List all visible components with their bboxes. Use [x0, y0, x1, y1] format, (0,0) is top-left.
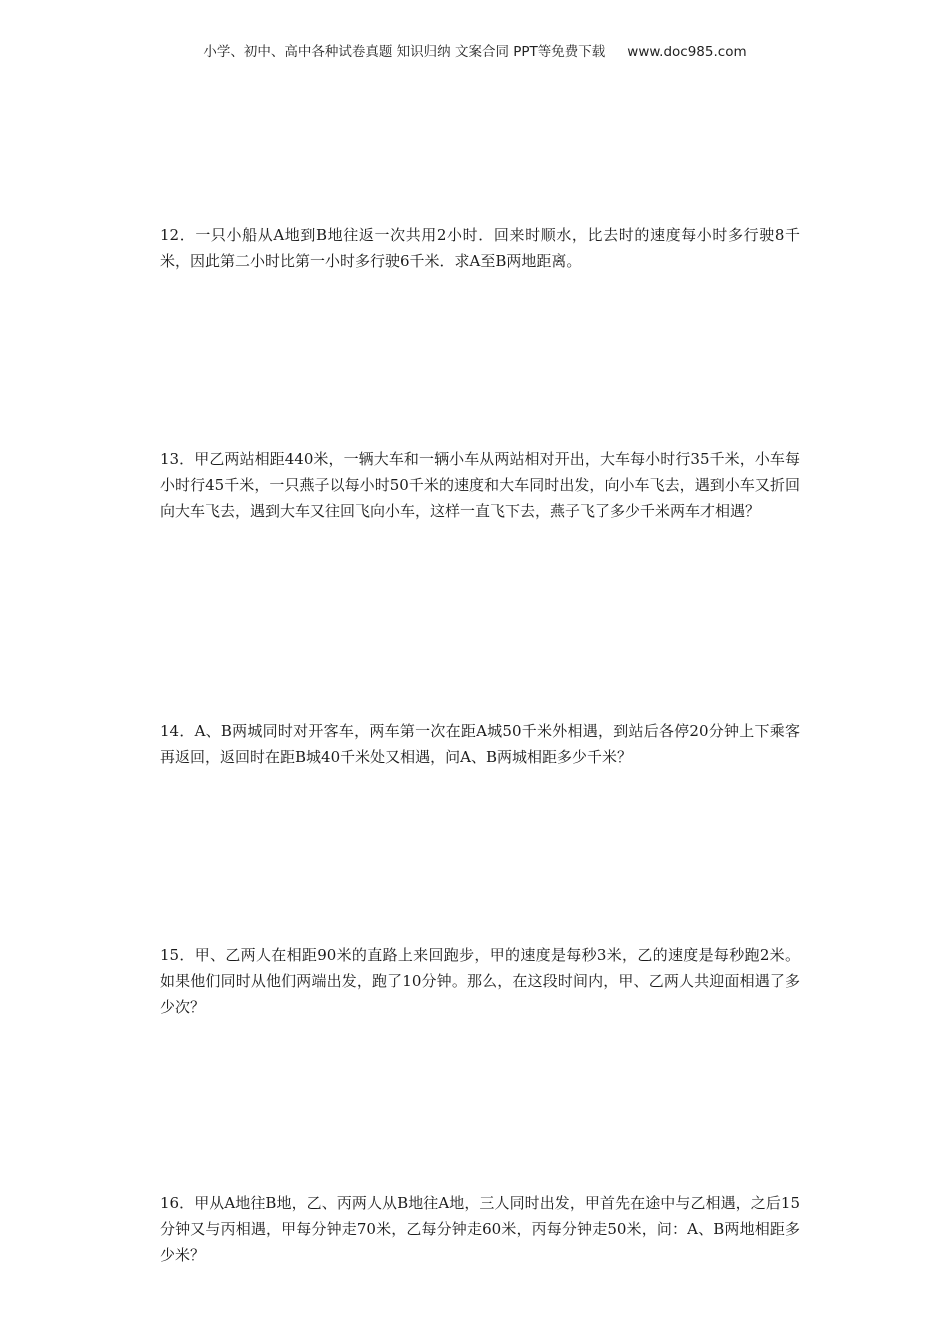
question-text: 甲乙两站相距440米，一辆大车和一辆小车从两站相对开出，大车每小时行35千米，小车每小时行45千米，一只燕子以每小时50千米的速度和大车同时出发，向小车飞去，遇到小车又折回向大车飞去，遇到大车又往回飞向小车，这样一直飞下去，燕子飞了多少千米两车才相遇？: [160, 450, 800, 520]
question-number: 13．: [160, 450, 195, 468]
page-header: [0, 40, 950, 60]
question-text: 甲、乙两人在相距90米的直路上来回跑步，甲的速度是每秒3米，乙的速度是每秒跑2米。如果他们同时从他们两端出发，跑了10分钟。那么，在这段时间内，甲、乙两人共迎面相遇了多少次？: [160, 946, 800, 1016]
question-13: [160, 446, 800, 524]
header-text: 小学、初中、高中各种试卷真题 知识归纳 文案合同 PPT等免费下载: [203, 44, 606, 60]
question-12: [160, 222, 800, 274]
question-number: 14．: [160, 722, 195, 740]
question-16: [160, 1190, 800, 1268]
header-site-url: www.doc985.com: [627, 44, 747, 60]
question-number: 15．: [160, 946, 195, 964]
question-text: 甲从A地往B地，乙、丙两人从B地往A地，三人同时出发，甲首先在途中与乙相遇，之后15分钟又与丙相遇，甲每分钟走70米，乙每分钟走60米，丙每分钟走50米，问：A、B两地相距多少米？: [160, 1194, 800, 1264]
question-text: A、B两城同时对开客车，两车第一次在距A城50千米外相遇，到站后各停20分钟上下乘客再返回，返回时在距B城40千米处又相遇，问A、B两城相距多少千米？: [160, 722, 800, 766]
question-15: [160, 942, 800, 1020]
question-14: [160, 718, 800, 770]
question-number: 16．: [160, 1194, 195, 1212]
question-number: 12．: [160, 226, 196, 244]
question-text: 一只小船从A地到B地往返一次共用2小时．回来时顺水，比去时的速度每小时多行驶8千米，因此第二小时比第一小时多行驶6千米．求A至B两地距离。: [160, 226, 800, 270]
